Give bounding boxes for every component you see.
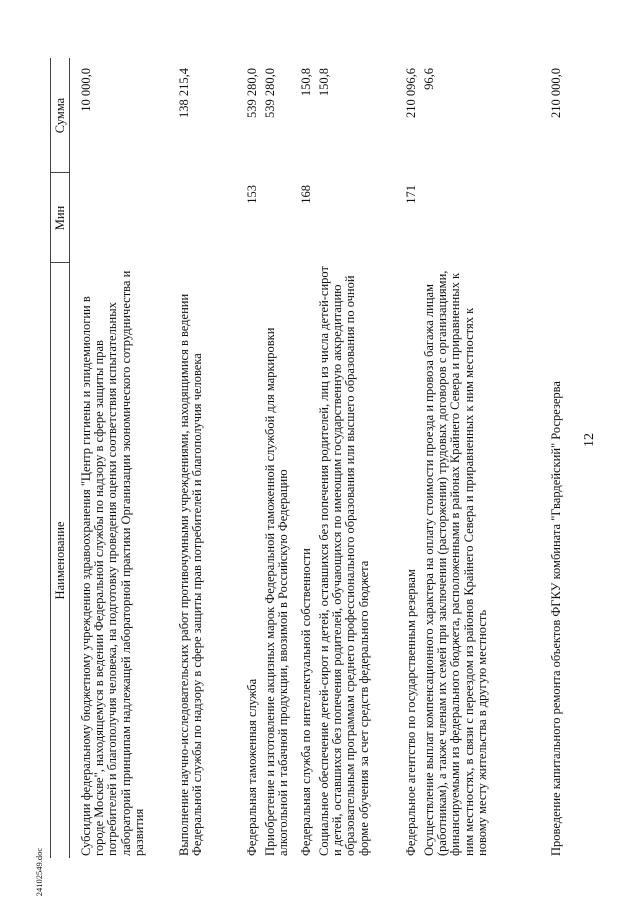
row-name: Проведение капитального ремонта объектов ФГКУ комбината "Гвардейский" Росрезерва: [549, 381, 563, 856]
row-min: 153: [245, 185, 259, 204]
page-number: 12: [582, 433, 597, 447]
header-min: Мин: [53, 205, 67, 231]
footer-doc-id: 24102549.doc: [34, 847, 44, 897]
row-min: 168: [299, 185, 313, 204]
header-sum: Сумма: [53, 97, 67, 134]
row-name: Осуществление выплат компенсационного характера на оплату стоимости проезда и провоза багажа лицам (работникам), а также членам их семей при заключении (расторжении) трудовых договоров с организациями, финансируемыми из федерального бюджета, расположенными в районах Крайнего Севера и приравненных к ним местностях, в связи с переездом из районов Крайнего Севера и приравненных к ним местностях к новому месту жительства в другую местность: [422, 270, 489, 856]
row-sum: 150,8: [299, 68, 313, 97]
header-name: Наименование: [53, 521, 67, 600]
budget-table: [50, 58, 582, 858]
row-name: Федеральное агентство по государственным резервам: [404, 569, 418, 856]
row-name: Приобретение и изготовление акцизных марок Федеральной таможенной службой для маркировки алкогольной и табачной продукции, ввозимой в Российскую Федерацию: [263, 327, 291, 856]
row-sum: 96,6: [422, 68, 436, 90]
row-sum: 210 000,0: [549, 68, 563, 118]
row-sum: 10 000,0: [79, 68, 93, 112]
header-divider: [51, 172, 69, 173]
row-sum: 150,8: [317, 68, 331, 97]
row-sum: 138 215,4: [177, 68, 191, 118]
header-divider: [51, 262, 69, 263]
row-sum: 539 280,0: [245, 68, 259, 118]
row-name: Федеральная служба по интеллектуальной собственности: [299, 548, 313, 856]
row-sum: 539 280,0: [263, 68, 277, 118]
table-header: [50, 58, 70, 858]
row-name: Федеральная таможенная служба: [245, 678, 259, 856]
row-name: Социальное обеспечение детей-сирот и детей, оставшихся без попечения родителей, лиц из числа детей-сирот и детей, оставшихся без попечения родителей, обучающихся по имеющим государственную аккредитацию образовательным программам среднего профессионального образования или высшего образования по очной форме обучения за счет средств федерального бюджета: [317, 266, 371, 856]
row-min: 171: [404, 185, 418, 204]
row-name: Субсидии федеральному бюджетному учреждению здравоохранения "Центр гигиены и эпидемиологии в городе Москве", находящемуся в ведении Федеральной службы по надзору в сфере защиты прав потребителей и благополучия человека, на подготовку проведения оценки соответствия испытательных лабораторий принципам надлежащей лабораторной практики Организации экономического сотрудничества и развития: [79, 270, 146, 856]
row-name: Выполнение научно-исследовательских работ противочумными учреждениями, находящимися в ведении Федеральной службы по надзору в сфере защиты прав потребителей и благополучия человека: [177, 293, 205, 856]
row-sum: 210 096,6: [404, 68, 418, 118]
